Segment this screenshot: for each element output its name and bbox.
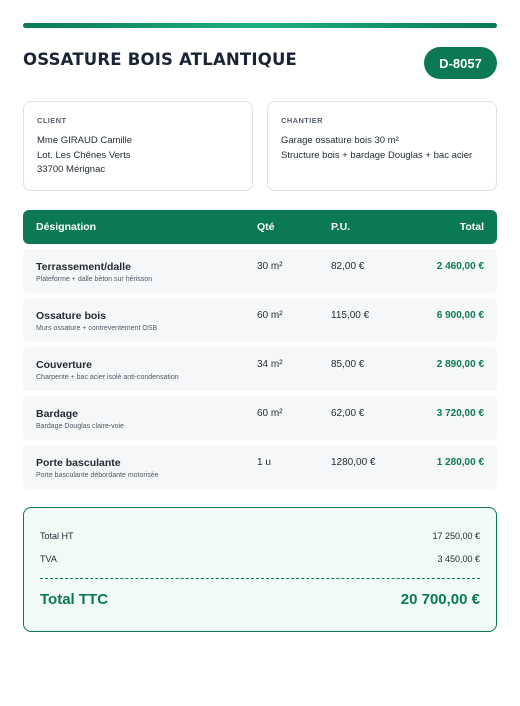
row-qty: 60 m²	[257, 310, 283, 321]
header-unit-price: P.U.	[331, 221, 351, 233]
tva-label: TVA	[40, 554, 57, 564]
row-designation: Ossature bois	[36, 310, 107, 322]
client-card	[23, 101, 253, 191]
total-ht-line	[40, 531, 480, 541]
table-row	[23, 396, 497, 440]
row-total: 1 280,00 €	[436, 457, 484, 468]
chantier-label: CHANTIER	[281, 116, 323, 125]
header-qty: Qté	[257, 221, 275, 233]
table-row	[23, 445, 497, 489]
row-total: 2 890,00 €	[436, 359, 484, 370]
total-ttc-label: Total TTC	[40, 591, 109, 608]
header-total: Total	[459, 221, 484, 233]
client-address: Lot. Les Chênes Verts	[37, 149, 131, 161]
header-accent-bar	[23, 23, 497, 28]
row-unit-price: 85,00 €	[331, 359, 365, 370]
row-detail: Porte basculante débordante motorisée	[36, 472, 159, 479]
header-designation: Désignation	[36, 221, 97, 233]
total-ht-label: Total HT	[40, 531, 74, 541]
table-row	[23, 249, 497, 293]
row-qty: 60 m²	[257, 408, 283, 419]
company-name: OSSATURE BOIS ATLANTIQUE	[23, 50, 298, 69]
row-qty: 30 m²	[257, 261, 283, 272]
totals-box	[23, 507, 497, 632]
total-ttc-line	[40, 591, 480, 608]
row-qty: 34 m²	[257, 359, 283, 370]
row-detail: Plateforme + dalle béton sur hérisson	[36, 276, 153, 283]
totals-divider	[40, 578, 480, 579]
quote-reference-badge: D-8057	[424, 47, 497, 79]
row-designation: Bardage	[36, 408, 79, 420]
tva-line	[40, 554, 480, 564]
row-detail: Murs ossature + contreventement OSB	[36, 325, 158, 332]
chantier-card	[267, 101, 497, 191]
row-designation: Couverture	[36, 359, 93, 371]
tva-value: 3 450,00 €	[437, 554, 480, 564]
row-unit-price: 62,00 €	[331, 408, 365, 419]
client-label: CLIENT	[37, 116, 67, 125]
table-header	[23, 210, 497, 244]
row-total: 2 460,00 €	[436, 261, 484, 272]
table-row	[23, 347, 497, 391]
row-unit-price: 1280,00 €	[331, 457, 376, 468]
row-designation: Terrassement/dalle	[36, 261, 131, 273]
row-unit-price: 115,00 €	[331, 310, 370, 321]
row-designation: Porte basculante	[36, 457, 121, 469]
chantier-title: Garage ossature bois 30 m²	[281, 135, 399, 146]
chantier-description: Structure bois + bardage Douglas + bac acier	[281, 149, 473, 161]
row-detail: Charpente + bac acier isolé anti-condensation	[36, 374, 179, 381]
row-total: 3 720,00 €	[436, 408, 484, 419]
total-ttc-value: 20 700,00 €	[400, 591, 480, 608]
row-qty: 1 u	[257, 457, 271, 468]
row-unit-price: 82,00 €	[331, 261, 365, 272]
row-detail: Bardage Douglas claire-voie	[36, 423, 124, 430]
total-ht-value: 17 250,00 €	[432, 531, 480, 541]
client-city: 33700 Mérignac	[37, 164, 106, 175]
row-total: 6 900,00 €	[436, 310, 484, 321]
table-row	[23, 298, 497, 342]
client-name: Mme GIRAUD Camille	[37, 135, 133, 146]
